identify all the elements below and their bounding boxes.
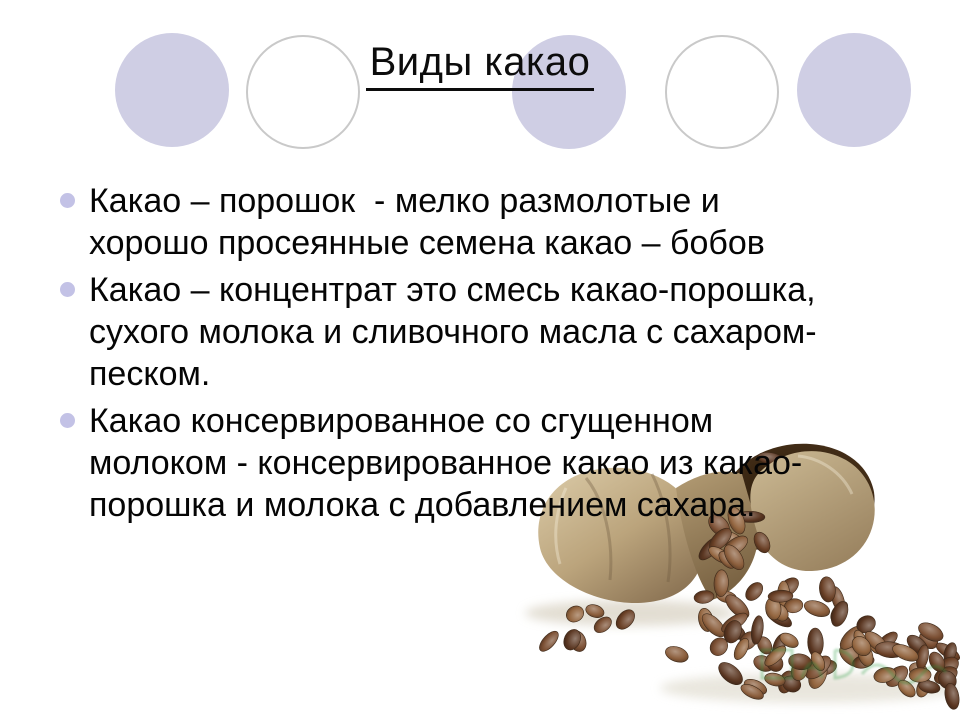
title-area	[0, 40, 960, 91]
bullet-line: песком.	[89, 355, 211, 393]
bullet-line: Какао – концентрат это смесь какао-порошка,	[89, 271, 816, 309]
bullet-item	[58, 400, 918, 526]
bullet-list	[58, 180, 918, 531]
bullet-text	[89, 180, 765, 264]
bullet-line: порошка и молока с добавлением сахара.	[89, 486, 756, 524]
bullet-marker-icon	[60, 282, 75, 297]
bullet-line: Какао консервированное со сгущенном	[89, 402, 714, 440]
bullet-item	[58, 180, 918, 264]
bullet-marker-icon	[60, 413, 75, 428]
bullet-text	[89, 269, 817, 395]
slide-title: Виды какао	[366, 40, 595, 91]
cocoa-bean	[536, 628, 561, 654]
cocoa-bean	[742, 579, 766, 604]
bullet-line: хорошо просеянные семена какао – бобов	[89, 224, 765, 262]
bullet-item	[58, 269, 918, 395]
bullet-text	[89, 400, 802, 526]
bullet-line: сухого молока и сливочного масла с сахаром-	[89, 313, 817, 351]
cocoa-bean	[663, 644, 690, 665]
bullet-line: молоком - консервированное какао из какао-	[89, 444, 803, 482]
bullet-line: Какао – порошок - мелко размолотые и	[89, 182, 720, 220]
bullet-marker-icon	[60, 193, 75, 208]
